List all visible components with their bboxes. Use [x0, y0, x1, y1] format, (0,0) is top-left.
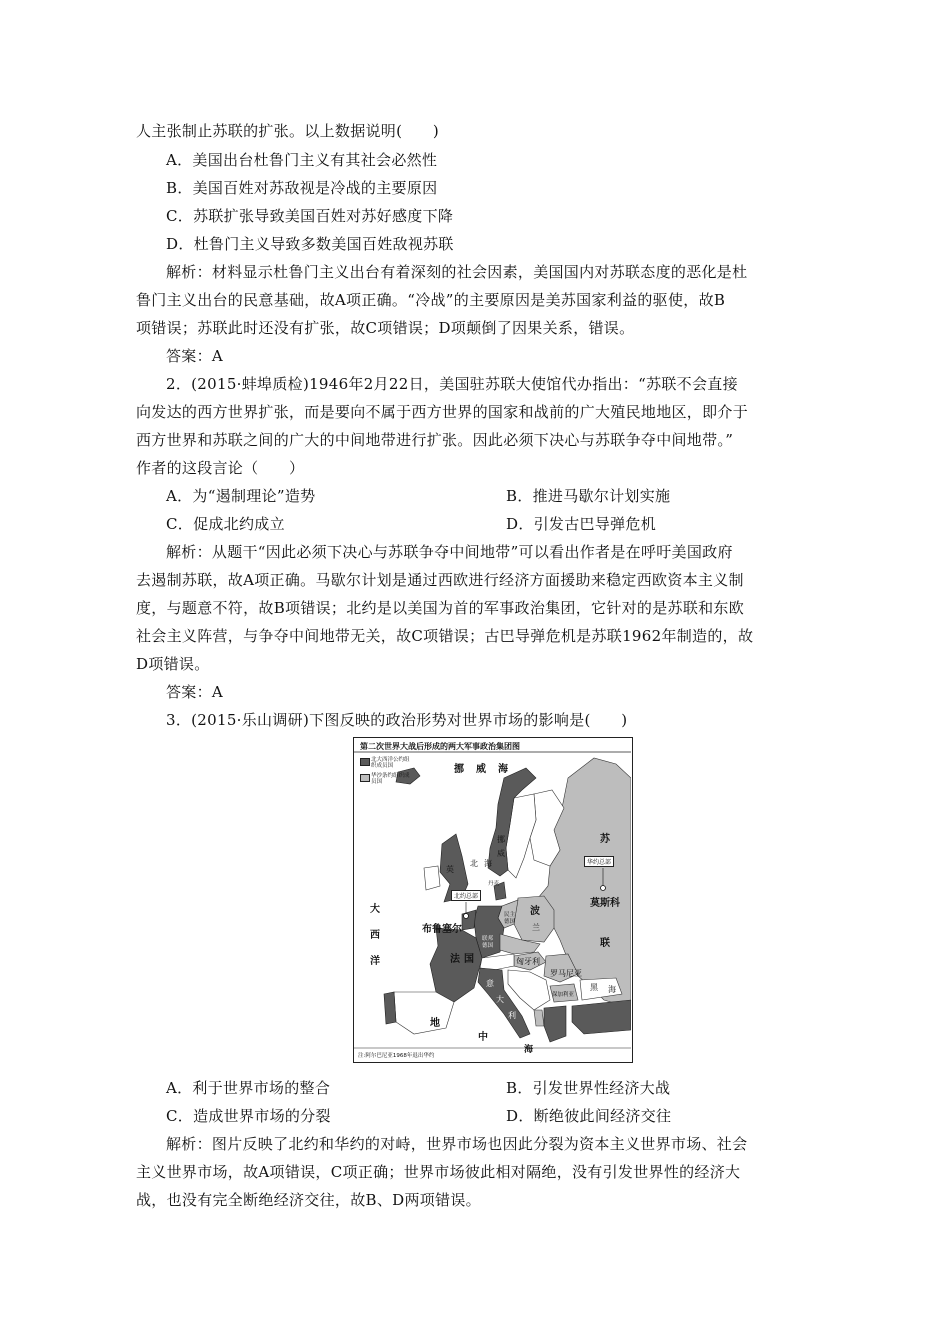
q2-option-d: D．引发古巴导弹危机 — [506, 515, 657, 533]
q3-options-row-2 — [166, 1106, 816, 1128]
label-nato-hq: 北约总部 — [451, 890, 481, 901]
q3-options-row-1 — [166, 1078, 816, 1100]
label-gdr-2: 德国 — [504, 919, 516, 925]
q2-option-a: A．为“遏制理论”造势 — [166, 487, 316, 505]
q3-option-a: A．利于世界市场的整合 — [166, 1079, 331, 1097]
q2-options-row-2 — [166, 514, 816, 536]
label-lian: 联 — [600, 938, 610, 949]
label-north-sea-1: 北 — [470, 859, 478, 868]
q2-option-c: C．促成北约成立 — [166, 515, 285, 533]
q2-answer: 答案：A — [166, 683, 224, 701]
label-hungary: 匈牙利 — [516, 957, 540, 966]
label-su: 苏 — [600, 834, 610, 845]
label-france-2: 国 — [464, 954, 474, 965]
q2-analysis-line-3: 度，与题意不符，故B项错误；北约是以美国为首的军事政治集团，它针对的是苏联和东欧 — [136, 599, 745, 617]
q1-option-d: D．杜鲁门主义导致多数美国百姓敌视苏联 — [166, 235, 454, 253]
bloc-map-figure — [353, 737, 633, 1063]
label-moscow: 莫斯科 — [590, 898, 620, 909]
region-ireland — [424, 866, 440, 890]
q3-option-d: D．断绝彼此间经济交往 — [506, 1107, 672, 1125]
q2-analysis-line-4: 社会主义阵营，与争夺中间地带无关，故C项错误；古巴导弹危机是苏联1962年制造的，故 — [136, 627, 754, 645]
q2-option-b: B．推进马歇尔计划实施 — [506, 487, 671, 505]
label-warsaw-hq: 华约总部 — [584, 856, 614, 867]
q2-analysis-line-1: 解析：从题干“因此必须下决心与苏联争夺中间地带”可以看出作者是在呼吁美国政府 — [166, 543, 733, 561]
q2-analysis-line-2: 去遏制苏联，故A项正确。马歇尔计划是通过西欧进行经济方面援助来稳定西欧资本主义制 — [136, 571, 744, 589]
label-med-2: 中 — [478, 1032, 488, 1043]
q2-stem-line-2: 向发达的西方世界扩张，而是要向不属于西方世界的国家和战前的广大殖民地地区，即介于 — [136, 403, 749, 421]
region-portugal — [384, 992, 396, 1024]
q3-analysis-line-3: 战，也没有完全断绝经济交往，故B、D两项错误。 — [136, 1191, 481, 1209]
label-france-1: 法 — [450, 954, 460, 965]
label-uk: 英 — [446, 865, 454, 874]
label-frg-2: 德国 — [482, 943, 494, 949]
label-norway-2: 威 — [497, 849, 505, 858]
label-black-sea-1: 黑 — [590, 983, 598, 992]
q2-stem-line-4: 作者的这段言论（ ） — [136, 459, 305, 477]
label-black-sea-2: 海 — [608, 985, 616, 994]
q3-analysis-line-2: 主义世界市场，故A项错误，C项正确；世界市场彼此相对隔绝，没有引发世界性的经济大 — [136, 1163, 741, 1181]
label-med-1: 地 — [430, 1018, 440, 1029]
label-north-sea-2: 海 — [484, 859, 492, 868]
label-italy-2: 大 — [496, 995, 504, 1004]
region-france — [430, 928, 482, 1002]
label-atlantic-1: 大 — [370, 904, 380, 915]
map-note: 注:阿尔巴尼亚1968年退出华约 — [358, 1053, 435, 1059]
legend-nato-label: 北大西洋公约组织成员国 — [371, 757, 410, 769]
q1-analysis-line-3: 项错误；苏联此时还没有扩张，故C项错误；D项颠倒了因果关系，错误。 — [136, 319, 635, 337]
label-norwegian-sea-1: 挪 — [454, 764, 464, 775]
q1-answer: 答案：A — [166, 347, 224, 365]
q3-option-b: B．引发世界性经济大战 — [506, 1079, 671, 1097]
legend-warsaw-label: 华沙条约组织成员国 — [371, 773, 410, 785]
region-turkey — [572, 1000, 631, 1034]
q1-option-b: B．美国百姓对苏敌视是冷战的主要原因 — [166, 179, 438, 197]
q1-stem-continuation: 人主张制止苏联的扩张。以上数据说明( ) — [136, 122, 440, 140]
label-brussels: 布鲁塞尔 — [422, 924, 462, 935]
q3-option-c: C．造成世界市场的分裂 — [166, 1107, 331, 1125]
label-atlantic-2: 西 — [370, 930, 380, 941]
q1-analysis-line-2: 鲁门主义出台的民意基础，故A项正确。“冷战”的主要原因是美苏国家利益的驱使，故B — [136, 291, 726, 309]
q1-option-c: C．苏联扩张导致美国百姓对苏好感度下降 — [166, 207, 454, 225]
q3-analysis-line-1: 解析：图片反映了北约和华约的对峙，世界市场也因此分裂为资本主义世界市场、社会 — [166, 1135, 748, 1153]
q2-analysis-line-5: D项错误。 — [136, 655, 210, 673]
legend-nato-swatch — [360, 758, 370, 766]
label-med-3: 海 — [524, 1045, 534, 1055]
label-frg-1: 联邦 — [482, 936, 494, 942]
label-italy-3: 利 — [508, 1011, 516, 1020]
region-benelux — [462, 910, 476, 930]
map-title: 第二次世界大战后形成的两大军事政治集团图 — [360, 742, 520, 751]
label-atlantic-3: 洋 — [370, 956, 380, 967]
region-greece — [544, 1006, 566, 1042]
label-gdr-1: 民主 — [504, 912, 516, 918]
label-norway-1: 挪 — [497, 835, 505, 844]
q2-stem-line-3: 西方世界和苏联之间的广大的中间地带进行扩张。因此必须下决心与苏联争夺中间地带。” — [136, 431, 734, 449]
legend-warsaw-swatch — [360, 774, 370, 782]
region-albania — [534, 1010, 544, 1026]
q2-options-row-1 — [166, 486, 816, 508]
label-poland-1: 波 — [530, 906, 540, 917]
region-spain — [394, 992, 454, 1034]
label-poland-2: 兰 — [532, 923, 540, 932]
label-romania: 罗马尼亚 — [550, 969, 582, 978]
q1-option-a: A．美国出台杜鲁门主义有其社会必然性 — [166, 151, 438, 169]
q3-stem: 3．(2015·乐山调研)下图反映的政治形势对世界市场的影响是( ) — [166, 711, 628, 729]
q2-stem-line-1: 2．(2015·蚌埠质检)1946年2月22日，美国驻苏联大使馆代办指出：“苏联不会直接 — [166, 375, 738, 393]
label-bulgaria: 保加利亚 — [552, 992, 575, 998]
label-italy-1: 意 — [486, 979, 494, 988]
label-norwegian-sea-3: 海 — [498, 764, 508, 775]
label-norwegian-sea-2: 威 — [476, 764, 486, 775]
label-denmark: 丹麦 — [488, 881, 500, 887]
q1-analysis-line-1: 解析：材料显示杜鲁门主义出台有着深刻的社会因素，美国国内对苏联态度的恶化是杜 — [166, 263, 748, 281]
